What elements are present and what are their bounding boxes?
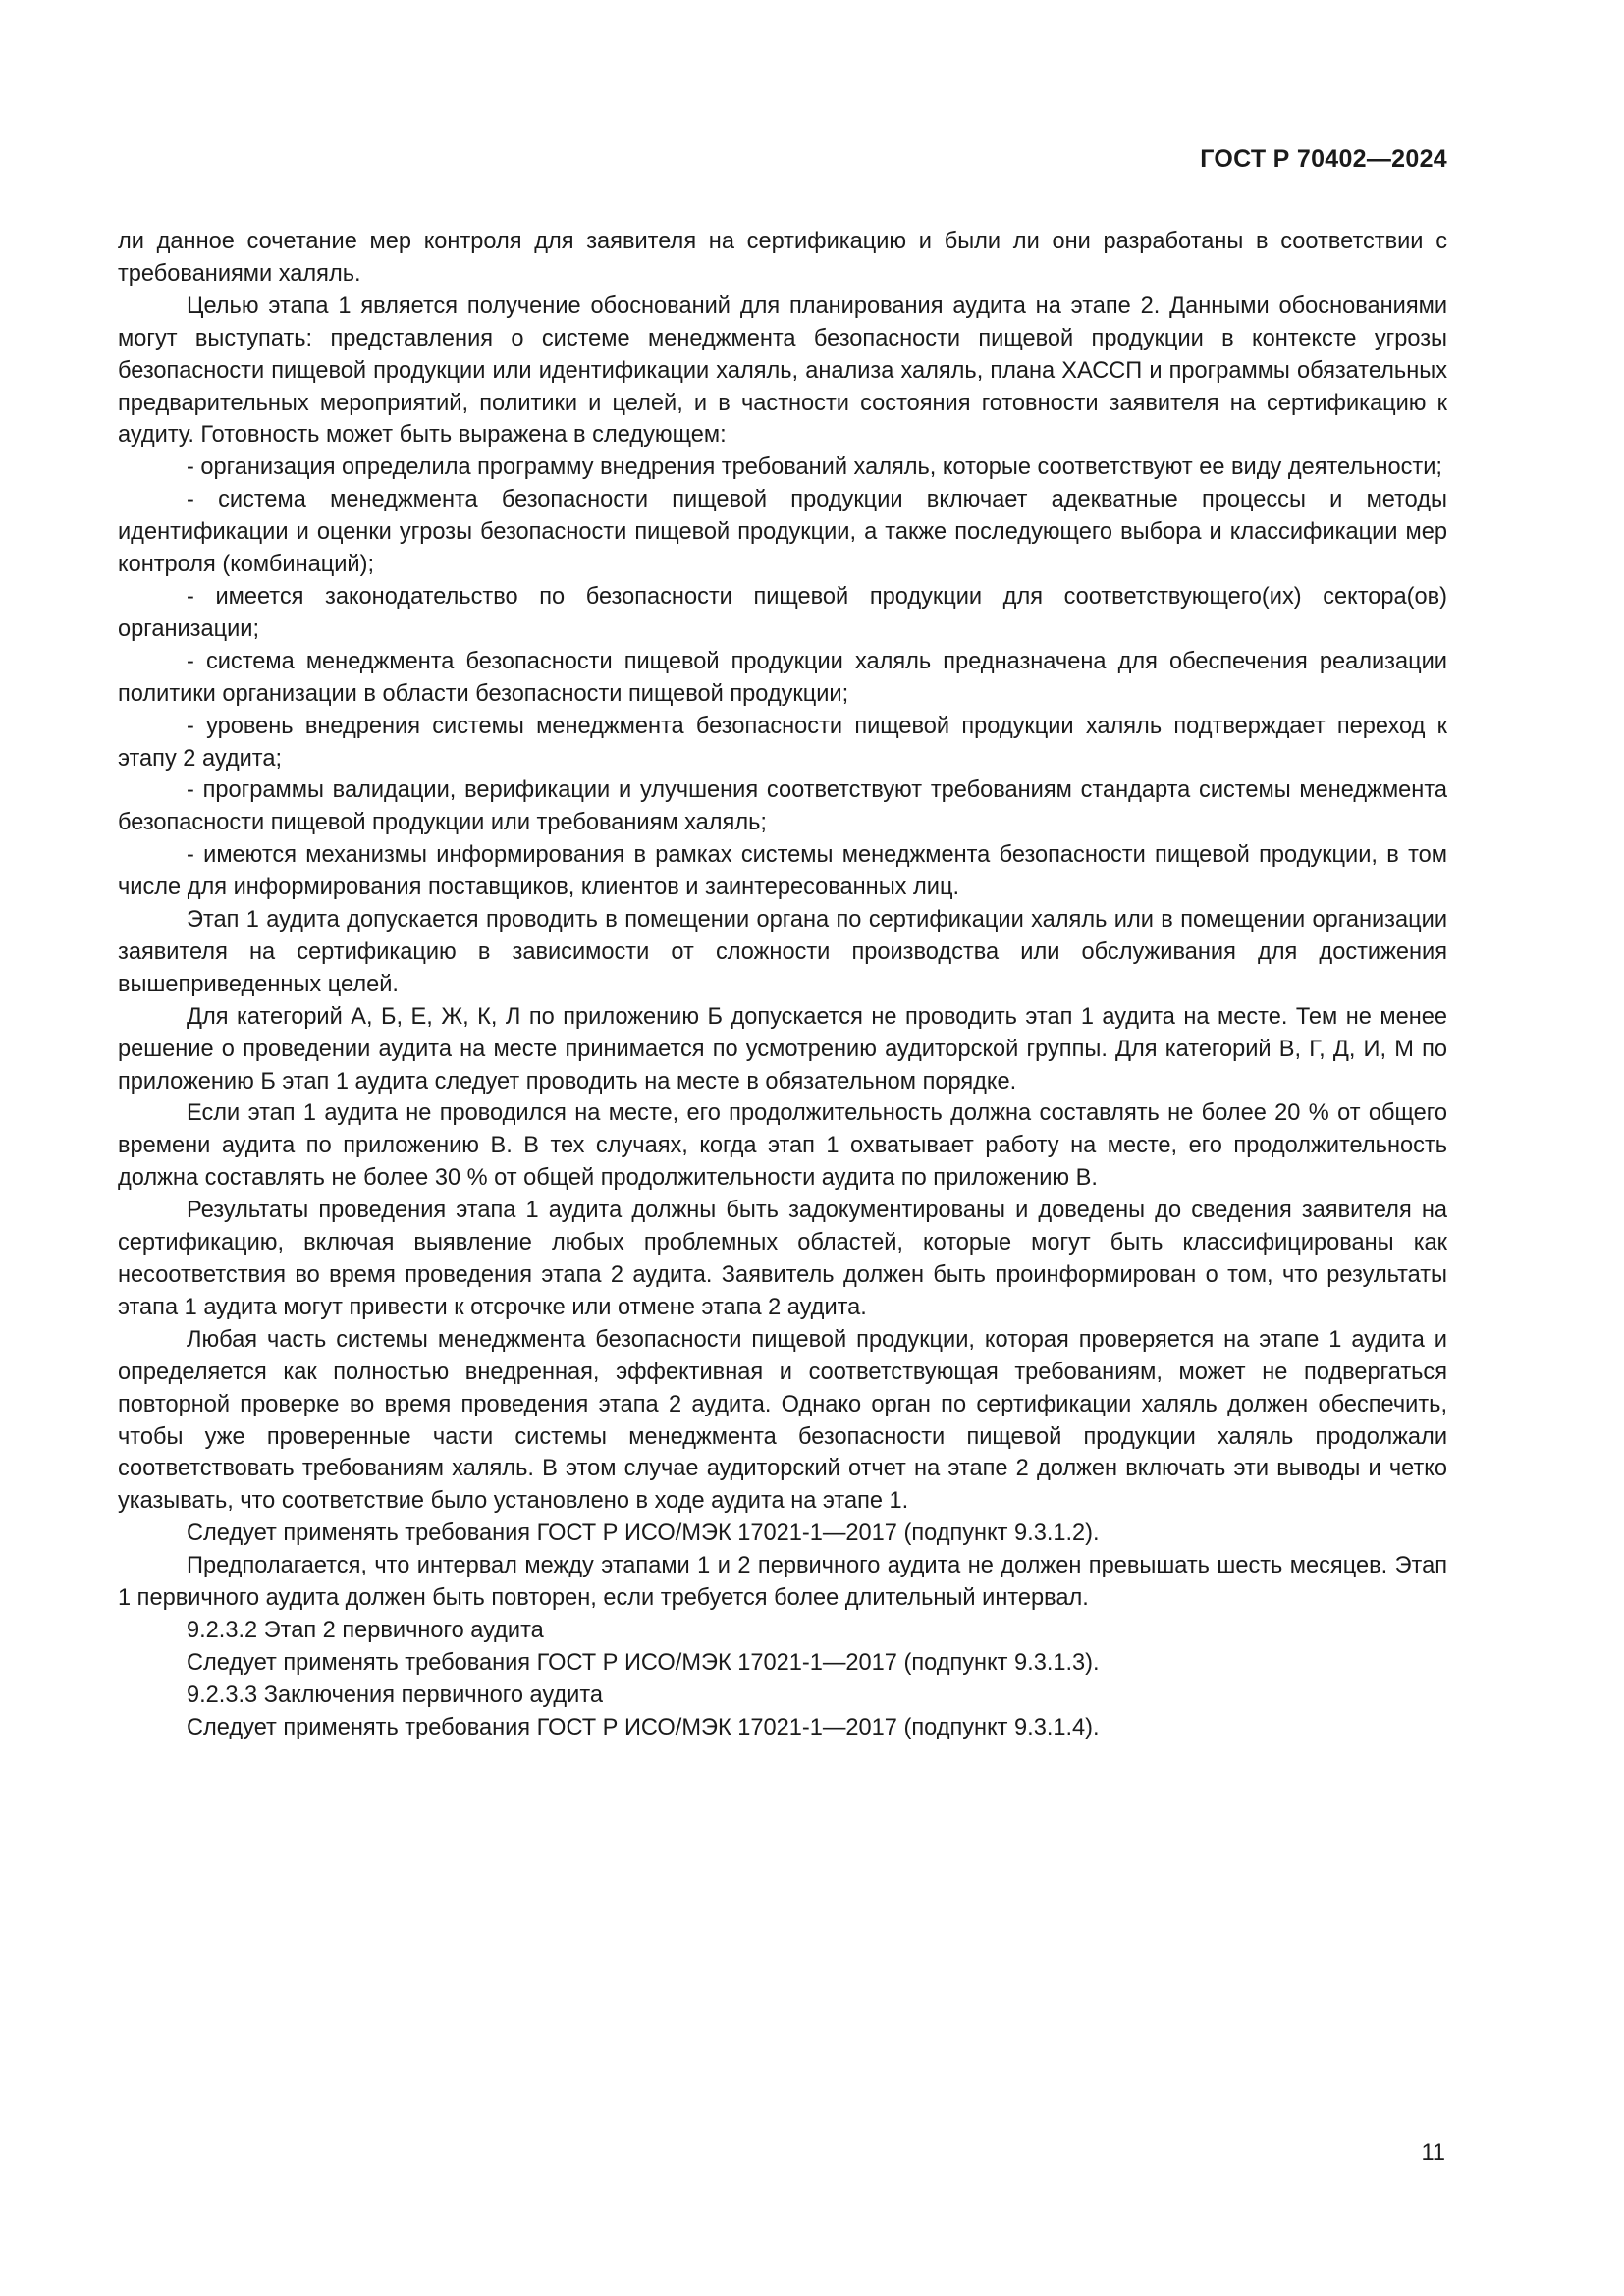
list-item: - система менеджмента безопасности пищевой продукции халяль предназначена для обеспечения реализации политики организации в области безопасности пищевой продукции; xyxy=(118,648,1447,707)
paragraph: Результаты проведения этапа 1 аудита должны быть задокументированы и доведены до сведения заявителя на сертификацию, включая выявление любых проблемных областей, которые могут быть классифицированы как несоответствия во время проведения этапа 2 аудита. Заявитель должен быть проинформирован о том, что результаты этапа 1 аудита могут привести к отсрочке или отмене этапа 2 аудита. xyxy=(118,1198,1447,1320)
list-item: - организация определила программу внедрения требований халяль, которые соответствуют ее виду деятельности; xyxy=(187,454,1442,481)
paragraph: Следует применять требования ГОСТ Р ИСО/МЭК 17021-1—2017 (подпункт 9.3.1.2). xyxy=(187,1521,1100,1547)
document-code-header: ГОСТ Р 70402—2024 xyxy=(1200,145,1447,173)
paragraph: Любая часть системы менеджмента безопасности пищевой продукции, которая проверяется на этапе 1 аудита и определяется как полностью внедренная, эффективная и соответствующая требованиям, может не подвергаться повторной проверке во время проведения этапа 2 аудита. Однако орган по сертификации халяль должен обеспечить, чтобы уже проверенные части системы менеджмента безопасности пищевой продукции халяль продолжали соответствовать требованиям халяль. В этом случае аудиторский отчет на этапе 2 должен включать эти выводы и четко указывать, что соответствие было установлено в ходе аудита на этапе 1. xyxy=(118,1326,1447,1515)
paragraph: Предполагается, что интервал между этапами 1 и 2 первичного аудита не должен превышать шесть месяцев. Этап 1 первичного аудита должен быть повторен, если требуется более длительный интервал. xyxy=(118,1553,1447,1612)
list-item: - имеется законодательство по безопасности пищевой продукции для соответствующего(их) сектора(ов) организации; xyxy=(118,583,1447,642)
paragraph: Следует применять требования ГОСТ Р ИСО/МЭК 17021-1—2017 (подпункт 9.3.1.3). xyxy=(187,1649,1100,1676)
paragraph: Для категорий А, Б, Е, Ж, К, Л по приложению Б допускается не проводить этап 1 аудита на месте. Тем не менее решение о проведении аудита на месте принимается по усмотрению аудиторской группы. Для категорий В, Г, Д, И, М по приложению Б этап 1 аудита следует проводить на месте в обязательном порядке. xyxy=(118,1003,1447,1095)
page-number: 11 xyxy=(1421,2140,1445,2165)
paragraph: Этап 1 аудита допускается проводить в помещении органа по сертификации халяль или в помещении организации заявителя на сертификацию в зависимости от сложности производства или обслуживания для достижения вышеприведенных целей. xyxy=(118,907,1447,997)
list-item: - система менеджмента безопасности пищевой продукции включает адекватные процессы и методы идентификации и оценки угрозы безопасности пищевой продукции, а также последующего выбора и классификации мер контроля (комбинаций); xyxy=(118,487,1447,578)
paragraph: Целью этапа 1 является получение обоснований для планирования аудита на этапе 2. Данными обоснованиями могут выступать: представления о системе менеджмента безопасности пищевой продукции в контексте угрозы безопасности пищевой продукции или идентификации халяль, анализа халяль, плана ХАССП и программы обязательных предварительных мероприятий, политики и целей, и в частности состояния готовности заявителя на сертификацию к аудиту. Готовность может быть выражена в следующем: xyxy=(118,293,1447,449)
section-heading: 9.2.3.3 Заключения первичного аудита xyxy=(187,1682,603,1708)
list-item: - уровень внедрения системы менеджмента безопасности пищевой продукции халяль подтверждает переход к этапу 2 аудита; xyxy=(118,713,1447,772)
paragraph: Следует применять требования ГОСТ Р ИСО/МЭК 17021-1—2017 (подпункт 9.3.1.4). xyxy=(187,1714,1100,1740)
list-item: - программы валидации, верификации и улучшения соответствуют требованиям стандарта системы менеджмента безопасности пищевой продукции или требованиям халяль; xyxy=(118,777,1447,836)
paragraph: ли данное сочетание мер контроля для заявителя на сертификацию и были ли они разработаны в соответствии с требованиями халяль. xyxy=(118,229,1447,287)
body-text xyxy=(118,226,1447,1744)
list-item: - имеются механизмы информирования в рамках системы менеджмента безопасности пищевой продукции, в том числе для информирования поставщиков, клиентов и заинтересованных лиц. xyxy=(118,842,1447,901)
section-heading: 9.2.3.2 Этап 2 первичного аудита xyxy=(187,1617,544,1643)
paragraph: Если этап 1 аудита не проводился на месте, его продолжительность должна составлять не более 20 % от общего времени аудита по приложению В. В тех случаях, когда этап 1 охватывает работу на месте, его продолжительность должна составлять не более 30 % от общей продолжительности аудита по приложению В. xyxy=(118,1100,1447,1192)
